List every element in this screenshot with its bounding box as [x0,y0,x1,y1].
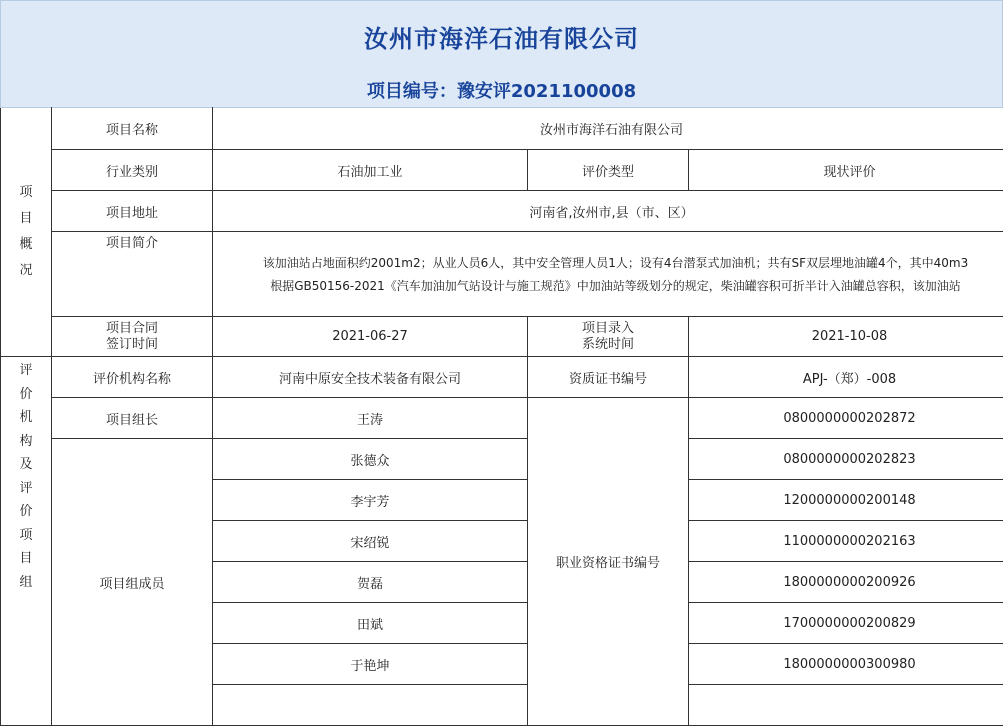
member-cert: 1700000000200829 [689,603,1003,644]
leader-label: 项目组长 [52,398,213,439]
row-summary [1,232,1003,317]
row-address [1,191,1003,232]
cert-value: APJ-（郑）-008 [689,357,1003,398]
member-cert: 1800000000200926 [689,562,1003,603]
cert-label: 资质证书编号 [528,357,689,398]
member-name [213,685,528,726]
entry-date-value: 2021-10-08 [689,317,1003,357]
page-header [0,0,1003,108]
summary-value [213,232,1003,317]
entry-date-label: 项目录入 系统时间 [528,317,689,357]
company-title: 汝州市海洋石油有限公司 [1,19,1002,54]
project-number: 项目编号：豫安评2021100008 [1,77,1002,103]
members-label: 项目组成员 [52,439,213,726]
row-dates [1,317,1003,357]
address-label: 项目地址 [52,191,213,232]
contract-date-value: 2021-06-27 [213,317,528,357]
leader-name: 王涛 [213,398,528,439]
eval-type-value: 现状评价 [689,150,1003,191]
member-name: 宋绍锐 [213,521,528,562]
summary-label: 项目简介 [52,232,213,317]
project-info-table [0,107,1003,726]
member-cert [689,685,1003,726]
row-industry [1,150,1003,191]
industry-value: 石油加工业 [213,150,528,191]
member-cert: 1200000000200148 [689,480,1003,521]
industry-label: 行业类别 [52,150,213,191]
member-name: 贺磊 [213,562,528,603]
address-value: 河南省,汝州市,县（市、区） [213,191,1003,232]
row-project-name [1,108,1003,150]
row-agency [1,357,1003,398]
member-row [1,439,1003,480]
member-cert: 1800000000300980 [689,644,1003,685]
section-evaluation: 评 价 机 构 及 评 价 项 目 组 [1,357,52,726]
row-leader [1,398,1003,439]
member-name: 田斌 [213,603,528,644]
member-name: 于艳坤 [213,644,528,685]
summary-line: 该加油站占地面积约2001m2；从业人员6人，其中安全管理人员1人；设有4台潜泵式加油机；共有SF双层埋地油罐4个，其中40m3 [213,252,1003,275]
qualification-label: 职业资格证书编号 [528,398,689,726]
leader-cert: 0800000000202872 [689,398,1003,439]
project-name-label: 项目名称 [52,108,213,150]
member-name: 李宇芳 [213,480,528,521]
agency-value: 河南中原安全技术装备有限公司 [213,357,528,398]
summary-line: 根据GB50156-2021《汽车加油加气站设计与施工规范》中加油站等级划分的规定，柴油罐容积可折半计入油罐总容积，该加油站 [213,275,1003,298]
section-overview: 项 目 概 况 [1,108,52,357]
member-name: 张德众 [213,439,528,480]
agency-label: 评价机构名称 [52,357,213,398]
eval-type-label: 评价类型 [528,150,689,191]
project-name-value: 汝州市海洋石油有限公司 [213,108,1003,150]
member-cert: 1100000000202163 [689,521,1003,562]
contract-date-label: 项目合同 签订时间 [52,317,213,357]
member-cert: 0800000000202823 [689,439,1003,480]
